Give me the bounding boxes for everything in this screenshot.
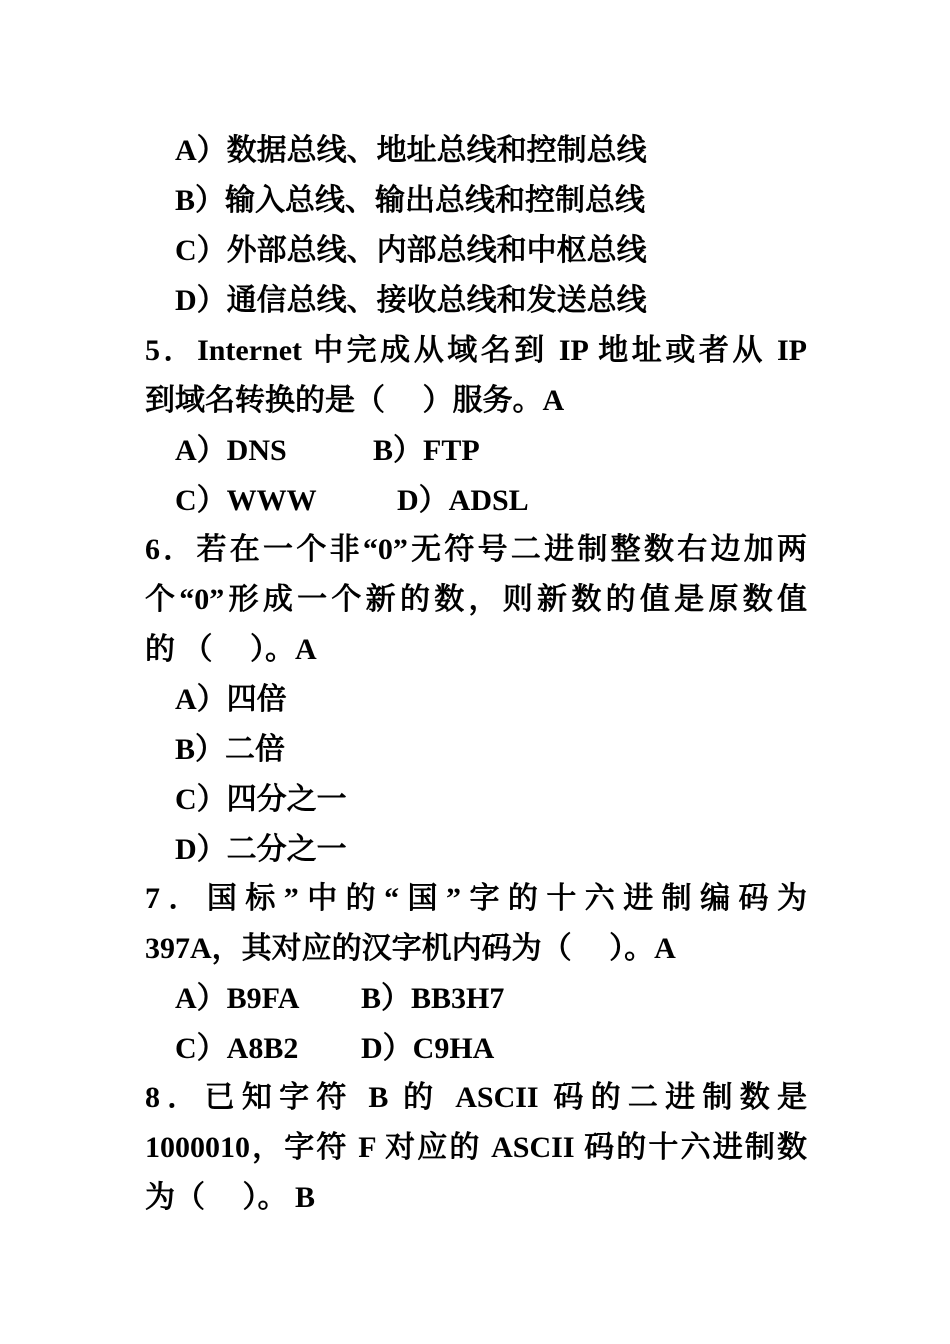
q6-stem-line-3: 的 （ ）。A [145, 633, 317, 666]
q8-stem-line-3: 为（ ）。 B [145, 1181, 316, 1214]
q6-stem-line-2: 个“0”形成一个新的数，则新数的值是原数值 [145, 583, 807, 616]
q6-stem-line-1: 6．若在一个非“0”无符号二进制整数右边加两 [145, 533, 807, 566]
q4-option-c: C）外部总线、内部总线和中枢总线 [175, 234, 647, 267]
q6-option-c: C）四分之一 [175, 783, 347, 816]
q8-stem-line-1: 8．已知字符 B 的 ASCII 码的二进制数是 [145, 1081, 807, 1114]
q5-options-row-2 [175, 476, 837, 526]
q8-stem-line-2: 1000010，字符 F 对应的 ASCII 码的十六进制数 [145, 1131, 807, 1164]
q7-option-d: D）C9HA [361, 1032, 495, 1065]
q5-option-b: B）FTP [373, 434, 480, 467]
q6-option-a: A）四倍 [175, 683, 287, 716]
q7-stem-line-2: 397A，其对应的汉字机内码为（ ）。A [145, 932, 676, 965]
q6-option-b: B）二倍 [175, 733, 286, 766]
q6-option-d: D）二分之一 [175, 833, 347, 866]
q4-option-d: D）通信总线、接收总线和发送总线 [175, 284, 647, 317]
q7-option-a: A）B9FA [175, 982, 300, 1015]
q5-options-row-1 [175, 426, 837, 476]
q7-stem-line-1: 7．国标”中的“国”字的十六进制编码为 [145, 882, 807, 915]
q5-option-a: A）DNS [175, 434, 287, 467]
q7-options-row-1 [175, 974, 837, 1024]
q7-option-b: B）BB3H7 [361, 982, 505, 1015]
q4-option-b: B）输入总线、输出总线和控制总线 [175, 184, 646, 217]
q5-option-c: C）WWW [175, 484, 317, 517]
q7-option-c: C）A8B2 [175, 1032, 299, 1065]
q5-stem-line-2: 到域名转换的是（ ）服务。A [145, 384, 565, 417]
q4-option-a: A）数据总线、地址总线和控制总线 [175, 134, 647, 167]
q5-stem-line-1: 5．Internet 中完成从域名到 IP 地址或者从 IP [145, 334, 807, 367]
q5-option-d: D）ADSL [397, 484, 529, 517]
q7-options-row-2 [175, 1024, 837, 1074]
